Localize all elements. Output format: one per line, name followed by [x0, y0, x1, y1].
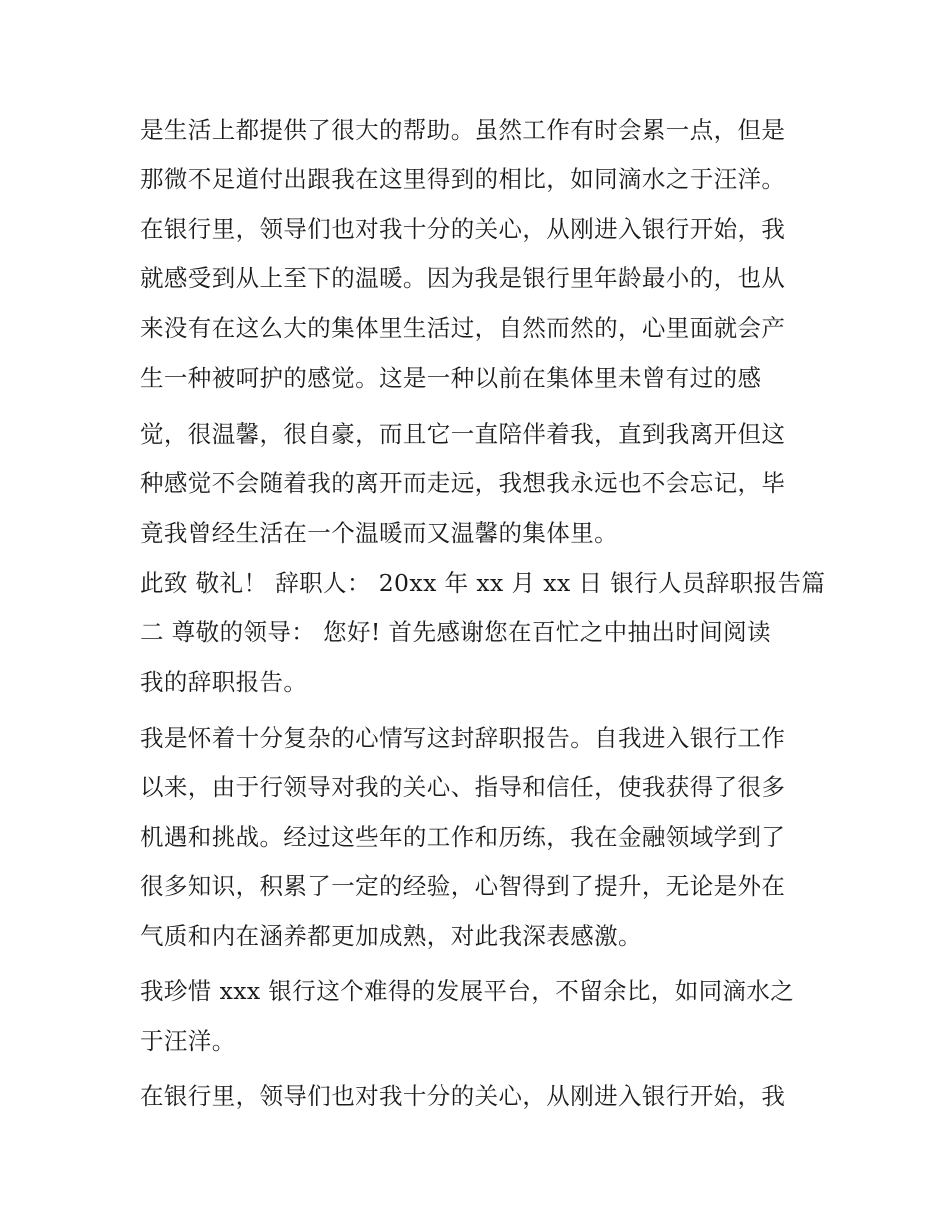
- text-line: 那微不足道付出跟我在这里得到的相比，如同滴水之于汪洋。: [140, 165, 786, 193]
- text-line: 觉，很温馨，很自豪，而且它一直陪伴着我，直到我离开但这: [140, 420, 786, 448]
- text-line: 我的辞职报告。: [140, 668, 308, 696]
- text-line: 种感觉不会随着我的离开而走远，我想我永远也不会忘记，毕: [140, 469, 786, 497]
- text-line: 在银行里，领导们也对我十分的关心，从刚进入银行开始，我: [140, 1082, 786, 1110]
- text-line: 是生活上都提供了很大的帮助。虽然工作有时会累一点，但是: [140, 116, 786, 144]
- text-line: 生一种被呵护的感觉。这是一种以前在集体里未曾有过的感: [140, 364, 762, 392]
- text-line: 很多知识，积累了一定的经验，心智得到了提升，无论是外在: [140, 872, 786, 900]
- text-line: 此致 敬礼！ 辞职人： 20xx 年 xx 月 xx 日 银行人员辞职报告篇: [140, 569, 826, 597]
- text-line: 来没有在这么大的集体里生活过，自然而然的，心里面就会产: [140, 314, 786, 342]
- text-line: 我是怀着十分复杂的心情写这封辞职报告。自我进入银行工作: [140, 724, 786, 752]
- text-line: 二 尊敬的领导： 您好! 首先感谢您在百忙之中抽出时间阅读: [140, 618, 771, 646]
- text-line: 我珍惜 xxx 银行这个难得的发展平台，不留余比，如同滴水之: [140, 977, 795, 1005]
- text-line: 气质和内在涵养都更加成熟，对此我深表感激。: [140, 922, 642, 950]
- text-line: 在银行里，领导们也对我十分的关心，从刚进入银行开始，我: [140, 215, 786, 243]
- text-line: 机遇和挑战。经过这些年的工作和历练，我在金融领域学到了: [140, 823, 786, 851]
- text-line: 以来，由于行领导对我的关心、指导和信任，使我获得了很多: [140, 773, 786, 801]
- text-line: 竟我曾经生活在一个温暖而又温馨的集体里。: [140, 519, 618, 547]
- text-line: 就感受到从上至下的温暖。因为我是银行里年龄最小的，也从: [140, 264, 786, 292]
- text-line: 于汪洋。: [140, 1027, 236, 1055]
